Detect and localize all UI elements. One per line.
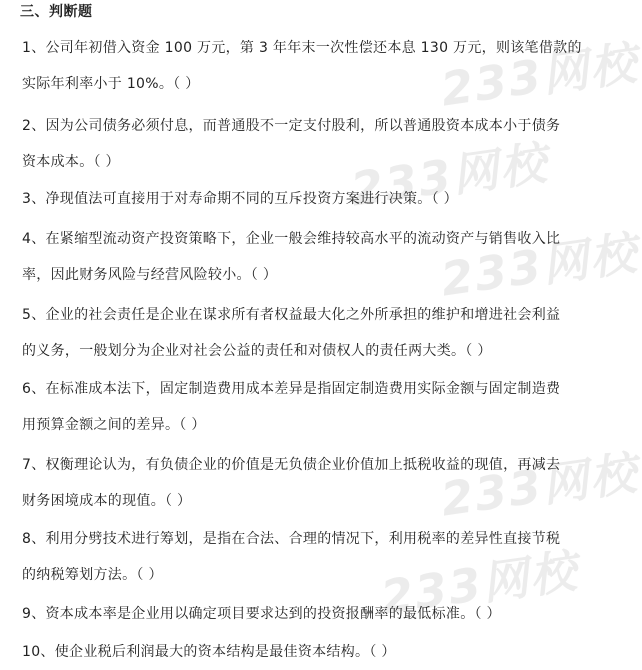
question-4 bbox=[22, 221, 587, 293]
question-10 bbox=[22, 634, 587, 670]
question-text-line: 的义务，一般划分为企业对社会公益的责任和对债权人的责任两大类。（ ） bbox=[22, 343, 492, 359]
question-2 bbox=[22, 108, 587, 180]
question-text-line: 实际年利率小于 10%。（ ） bbox=[22, 76, 200, 92]
watermark: 233网校 bbox=[437, 225, 642, 307]
question-7 bbox=[22, 447, 587, 519]
question-text-line: 4、在紧缩型流动资产投资策略下，企业一般会维持较高水平的流动资产与销售收入比 bbox=[22, 231, 561, 247]
question-text-line: 用预算金额之间的差异。（ ） bbox=[22, 417, 206, 433]
question-9 bbox=[22, 596, 587, 632]
question-text-line: 10、使企业税后利润最大的资本结构是最佳资本结构。（ ） bbox=[22, 644, 396, 660]
question-text-line: 率，因此财务风险与经营风险较小。（ ） bbox=[22, 267, 278, 283]
watermark: 233网校 bbox=[437, 445, 642, 527]
question-text-line: 6、在标准成本法下，固定制造费用成本差异是指固定制造费用实际金额与固定制造费 bbox=[22, 381, 561, 397]
question-text-line: 的纳税筹划方法。（ ） bbox=[22, 567, 163, 583]
question-text-line: 9、资本成本率是企业用以确定项目要求达到的投资报酬率的最低标准。（ ） bbox=[22, 606, 501, 622]
question-6 bbox=[22, 371, 587, 443]
question-text-line: 资本成本。（ ） bbox=[22, 154, 120, 170]
question-text-line: 8、利用分劈技术进行筹划，是指在合法、合理的情况下，利用税率的差异性直接节税 bbox=[22, 531, 561, 547]
question-1 bbox=[22, 30, 587, 102]
watermark: 233网校 bbox=[347, 135, 552, 217]
question-3 bbox=[22, 181, 587, 217]
question-5 bbox=[22, 297, 587, 369]
watermark: 233网校 bbox=[437, 35, 642, 117]
question-text-line: 财务困境成本的现值。（ ） bbox=[22, 493, 192, 509]
question-text-line: 2、因为公司债务必须付息，而普通股不一定支付股利，所以普通股资本成本小于债务 bbox=[22, 118, 561, 134]
question-text-line: 3、净现值法可直接用于对寿命期不同的互斥投资方案进行决策。（ ） bbox=[22, 191, 458, 207]
section-title: 三、判断题 bbox=[20, 4, 93, 20]
question-text-line: 7、权衡理论认为，有负债企业的价值是无负债企业价值加上抵税收益的现值，再减去 bbox=[22, 457, 561, 473]
question-8 bbox=[22, 521, 587, 593]
watermark: 233网校 bbox=[377, 543, 582, 625]
question-text-line: 1、公司年初借入资金 100 万元，第 3 年年末一次性偿还本息 130 万元，则该笔借款的 bbox=[22, 40, 582, 56]
question-text-line: 5、企业的社会责任是企业在谋求所有者权益最大化之外所承担的维护和增进社会利益 bbox=[22, 307, 561, 323]
